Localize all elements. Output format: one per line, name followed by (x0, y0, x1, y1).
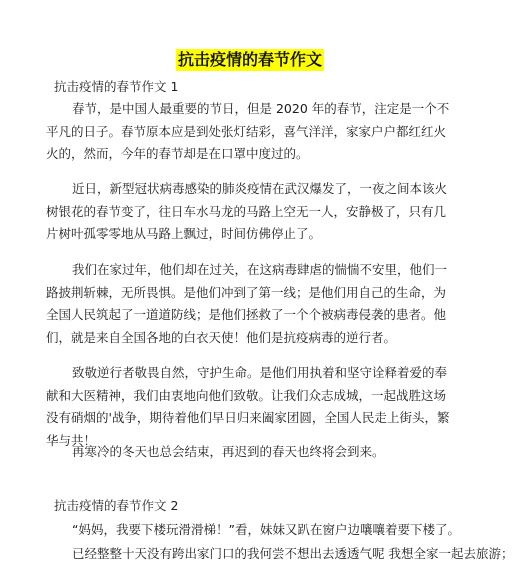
section-1-paragraph-2: 近日，新型冠状病毒感染的肺炎疫情在武汉爆发了，一夜之间本该火树银花的春节变了，往日车水马龙的马路上空无一人，安静极了，只有几片树叶孤零零地从马路上飘过，时间仿佛停止了。 (46, 181, 448, 241)
section-1-paragraph-4: 致敬逆行者敬畏自然，守护生命。是他们用执着和坚守诠释着爱的奉献和大医精神，我们由衷地向他们致敬。让我们众志成城，一起战胜这场没有硝烟的'战争，期待着他们早日归来阖家团圆，全国人民走上街头，繁华与共！ (46, 365, 450, 448)
section-1-paragraph-5: 再寒冷的冬天也总会结束，再迟到的春天也终将会到来。 (72, 444, 385, 459)
section-2-paragraph-1: “妈妈，我要下楼玩滑滑梯！”看，妹妹又趴在窗户边嚷嚷着要下楼了。 (72, 522, 460, 537)
section-1-paragraph-1: 春节，是中国人最重要的节日，但是 2020 年的春节，注定是一个不平凡的日子。春节原本应是到处张灯结彩，喜气洋洋，家家户户都红红火火的，然而，今年的春节却是在口罩中度过的。 (46, 101, 450, 161)
section-1-heading: 抗击疫情的春节作文 1 (54, 79, 179, 94)
section-1-paragraph-3: 我们在家过年，他们却在过关，在这病毒肆虐的惴惴不安里，他们一路披荆斩棘，无所畏惧。是他们冲到了第一线；是他们用自己的生命，为全国人民筑起了一道道防线；是他们拯救了一个个被病毒侵袭的患者。他们，就是来自全国各地的白衣天使！他们是抗疫病毒的逆行者。 (46, 262, 448, 345)
title-container (0, 49, 500, 71)
document-title: 抗击疫情的春节作文 (177, 50, 322, 69)
section-2-paragraph-2: 已经整整十天没有跨出家门口的我何尝不想出去透透气呢 我想全家一起去旅游； (72, 546, 513, 561)
section-2-heading: 抗击疫情的春节作文 2 (54, 498, 179, 513)
